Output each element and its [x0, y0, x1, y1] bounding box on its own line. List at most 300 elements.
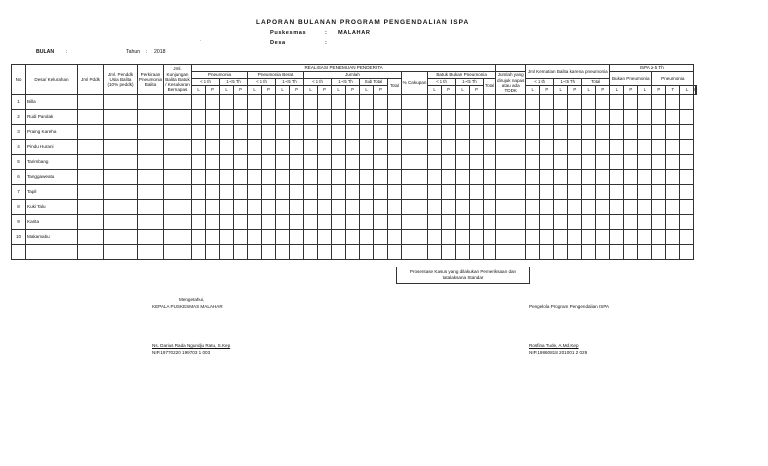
tahun-label: Tahun	[126, 49, 141, 55]
table-cell	[596, 200, 610, 215]
sex-l: L	[456, 86, 470, 95]
table-cell	[290, 215, 304, 230]
table-cell	[638, 200, 652, 215]
table-cell	[652, 230, 666, 245]
table-cell	[666, 125, 680, 140]
table-cell	[442, 95, 456, 110]
table-cell	[680, 125, 694, 140]
table-cell	[526, 245, 540, 260]
table-cell	[290, 200, 304, 215]
desa-sep: :	[325, 40, 328, 46]
table-cell	[582, 245, 596, 260]
table-cell	[346, 215, 360, 230]
table-cell	[206, 95, 220, 110]
table-cell	[248, 155, 262, 170]
table-cell	[666, 155, 680, 170]
table-cell	[442, 155, 456, 170]
table-row	[12, 185, 697, 200]
table-row	[12, 95, 697, 110]
table-cell	[360, 110, 374, 125]
row-desa: Rudi Pandak	[26, 110, 78, 125]
table-cell	[666, 170, 680, 185]
table-cell	[456, 155, 470, 170]
table-cell	[234, 185, 248, 200]
table-cell	[680, 245, 694, 260]
table-cell	[206, 170, 220, 185]
table-cell	[304, 95, 318, 110]
table-cell	[104, 140, 138, 155]
table-cell	[262, 170, 276, 185]
table-cell	[442, 170, 456, 185]
table-cell	[360, 230, 374, 245]
sex-l: L	[582, 86, 596, 95]
table-cell	[496, 95, 526, 110]
table-cell	[104, 200, 138, 215]
table-cell	[234, 125, 248, 140]
age-lt1: < 1 th	[526, 79, 554, 86]
sign-left-name: Ns. Darius Rada Ngundju Ratu, S.Kep	[152, 343, 231, 348]
table-cell	[332, 125, 346, 140]
table-cell	[610, 110, 624, 125]
table-cell	[596, 215, 610, 230]
table-cell	[624, 230, 638, 245]
table-cell	[104, 110, 138, 125]
table-cell	[262, 155, 276, 170]
table-cell	[666, 215, 680, 230]
table-cell	[192, 125, 206, 140]
table-cell	[638, 185, 652, 200]
table-cell	[78, 245, 104, 260]
sign-left-nip: NIP.19770220 199703 1 003	[152, 350, 211, 355]
sex-l: L	[554, 86, 568, 95]
sign-left-title: KEPALA PUSKESMAS MALAHAR	[152, 304, 223, 309]
table-cell	[388, 200, 402, 215]
table-cell	[442, 110, 456, 125]
table-cell	[428, 110, 442, 125]
sub-jumlah-dirujuk: Jumlah yang dirujuk napas atau ada TDDK	[497, 72, 525, 94]
age-lt1: < 1 th	[192, 79, 220, 86]
table-cell	[526, 215, 540, 230]
table-cell	[428, 95, 442, 110]
table-cell	[276, 215, 290, 230]
sex-p: P	[596, 86, 610, 95]
table-cell	[374, 230, 388, 245]
bulan-sep: :	[66, 49, 68, 55]
table-cell	[596, 185, 610, 200]
total: Total	[484, 79, 496, 95]
group-realisasi: REALISASI PENEMUAN PENDERITA	[192, 65, 496, 72]
table-cell	[304, 215, 318, 230]
table-cell	[470, 170, 484, 185]
table-cell	[610, 245, 624, 260]
sign-right-name: Rosfina Tude, A.Md.Kep	[529, 343, 579, 348]
sex-l: L	[680, 86, 694, 95]
sub-pneumonia: Pneumonia	[192, 72, 248, 79]
sex-l: L	[610, 86, 624, 95]
table-cell	[248, 200, 262, 215]
col-jml-pddk: Jml Pddk	[78, 65, 104, 95]
table-cell	[428, 215, 442, 230]
table-cell	[192, 215, 206, 230]
table-cell	[456, 185, 470, 200]
table-cell	[610, 200, 624, 215]
table-cell	[374, 110, 388, 125]
table-cell	[428, 200, 442, 215]
table-cell	[262, 230, 276, 245]
puskesmas-sep: :	[325, 30, 328, 36]
table-cell	[652, 200, 666, 215]
table-cell	[164, 200, 192, 215]
row-no: 2	[12, 110, 26, 125]
table-cell	[554, 215, 568, 230]
table-cell	[276, 125, 290, 140]
table-cell	[638, 110, 652, 125]
sex-p: P	[568, 86, 582, 95]
table-cell	[262, 95, 276, 110]
table-cell	[304, 140, 318, 155]
table-cell	[318, 245, 332, 260]
sub-total: Sub Total	[360, 79, 388, 86]
sex-p: P	[290, 86, 304, 95]
table-cell	[104, 245, 138, 260]
sub-batuk: Batuk Bukan Pneumonia	[428, 72, 496, 79]
table-cell	[332, 155, 346, 170]
table-cell	[374, 170, 388, 185]
table-cell	[402, 245, 428, 260]
table-cell	[290, 185, 304, 200]
table-cell	[624, 125, 638, 140]
table-cell	[568, 230, 582, 245]
age-1-5: 1-<5 Th	[276, 79, 304, 86]
table-cell	[220, 125, 234, 140]
table-cell	[496, 230, 526, 245]
table-cell	[78, 110, 104, 125]
table-cell	[554, 140, 568, 155]
table-cell	[78, 170, 104, 185]
table-cell	[428, 185, 442, 200]
table-cell	[276, 170, 290, 185]
sub-pneumonia-ispa: Pneumonia	[652, 72, 694, 86]
age-lt1: < 1 th	[304, 79, 332, 86]
table-cell	[582, 140, 596, 155]
header-dot: .	[200, 37, 202, 42]
table-cell	[496, 170, 526, 185]
row-desa: Makamabu	[26, 230, 78, 245]
col-kunjungan: Jml. Kunjungan Balita Batuk / Kesukaran Bernapas	[164, 65, 192, 95]
row-desa: Pindu Hurani	[26, 140, 78, 155]
table-cell	[582, 125, 596, 140]
table-cell	[496, 215, 526, 230]
table-cell	[206, 200, 220, 215]
table-cell	[388, 245, 402, 260]
table-cell	[624, 185, 638, 200]
table-cell	[624, 140, 638, 155]
table-cell	[624, 245, 638, 260]
table-cell	[276, 185, 290, 200]
table-cell	[638, 140, 652, 155]
table-cell	[388, 140, 402, 155]
table-cell	[164, 245, 192, 260]
table-cell	[318, 185, 332, 200]
table-cell	[402, 110, 428, 125]
sign-left-intro: Mengetahui,	[179, 297, 205, 302]
table-cell	[304, 200, 318, 215]
table-cell	[388, 215, 402, 230]
table-cell	[540, 155, 554, 170]
table-cell	[304, 155, 318, 170]
table-cell	[234, 140, 248, 155]
table-cell	[554, 185, 568, 200]
age-1-5: 1-<5 Th	[332, 79, 360, 86]
table-cell	[318, 215, 332, 230]
table-cell	[568, 155, 582, 170]
sex-l: L	[220, 86, 234, 95]
table-cell	[332, 185, 346, 200]
table-cell	[360, 125, 374, 140]
table-cell	[680, 155, 694, 170]
table-cell	[220, 110, 234, 125]
table-cell	[234, 200, 248, 215]
table-cell	[234, 215, 248, 230]
table-cell	[596, 95, 610, 110]
table-cell	[540, 125, 554, 140]
table-cell	[652, 95, 666, 110]
table-cell	[402, 185, 428, 200]
table-cell	[470, 200, 484, 215]
table-cell	[138, 155, 164, 170]
table-cell	[138, 125, 164, 140]
table-cell	[248, 140, 262, 155]
table-cell	[638, 170, 652, 185]
table-cell	[374, 125, 388, 140]
table-cell	[666, 95, 680, 110]
table-cell	[192, 140, 206, 155]
table-cell	[496, 155, 526, 170]
table-cell	[456, 230, 470, 245]
table-cell	[388, 125, 402, 140]
table-cell	[26, 245, 78, 260]
table-row	[12, 155, 697, 170]
table-cell	[346, 185, 360, 200]
table-cell	[360, 170, 374, 185]
table-cell	[220, 200, 234, 215]
row-no: 1	[12, 95, 26, 110]
table-cell	[138, 170, 164, 185]
table-cell	[192, 110, 206, 125]
table-cell	[318, 200, 332, 215]
table-cell	[554, 170, 568, 185]
table-cell	[568, 110, 582, 125]
col-perkiraan: Perkiraan Pneumonia Balita	[138, 65, 164, 95]
table-cell	[638, 125, 652, 140]
table-cell	[666, 200, 680, 215]
table-cell	[456, 215, 470, 230]
table-cell	[652, 245, 666, 260]
table-cell	[360, 155, 374, 170]
total: Total	[582, 79, 610, 86]
table-cell	[596, 170, 610, 185]
table-cell	[346, 95, 360, 110]
table-cell	[262, 215, 276, 230]
table-cell	[138, 200, 164, 215]
table-cell	[652, 155, 666, 170]
table-cell	[666, 110, 680, 125]
table-cell	[104, 155, 138, 170]
table-cell	[290, 125, 304, 140]
table-cell	[138, 110, 164, 125]
sex-p: P	[540, 86, 554, 95]
table-cell	[248, 230, 262, 245]
table-cell	[680, 215, 694, 230]
table-cell	[596, 230, 610, 245]
table-cell	[276, 95, 290, 110]
sex-l: L	[192, 86, 206, 95]
row-desa: Tarimbang	[26, 155, 78, 170]
table-cell	[638, 215, 652, 230]
age-1-5: 1-<5 Th	[456, 79, 484, 86]
table-cell	[638, 155, 652, 170]
sex-t	[695, 86, 696, 95]
sub-jumlah: Jumlah	[304, 72, 402, 79]
table-cell	[138, 95, 164, 110]
row-desa: Karita	[26, 215, 78, 230]
row-no: 9	[12, 215, 26, 230]
sex-t: T	[666, 86, 680, 95]
table-cell	[526, 110, 540, 125]
table-cell	[470, 125, 484, 140]
age-1-5: 1-<5 Th	[554, 79, 582, 86]
table-cell	[624, 215, 638, 230]
table-cell	[610, 125, 624, 140]
table-cell	[470, 245, 484, 260]
table-cell	[360, 200, 374, 215]
table-cell	[220, 155, 234, 170]
table-cell	[206, 125, 220, 140]
sex-l: L	[428, 86, 442, 95]
table-cell	[138, 230, 164, 245]
table-cell	[402, 125, 428, 140]
table-cell	[304, 110, 318, 125]
table-cell	[610, 155, 624, 170]
table-cell	[78, 125, 104, 140]
sex-l: L	[332, 86, 346, 95]
table-cell	[234, 245, 248, 260]
bulan-label: BULAN	[36, 49, 55, 55]
tahun-sep: :	[146, 49, 148, 55]
table-cell	[638, 245, 652, 260]
table-cell	[496, 125, 526, 140]
table-cell	[304, 230, 318, 245]
table-cell	[262, 125, 276, 140]
table-cell	[540, 140, 554, 155]
table-cell	[290, 140, 304, 155]
table-cell	[220, 215, 234, 230]
sign-right-nip: NIP.19860818 201001 2 029	[529, 350, 588, 355]
table-cell	[554, 95, 568, 110]
table-cell	[442, 125, 456, 140]
table-cell	[610, 95, 624, 110]
table-cell	[470, 155, 484, 170]
sex-p: P	[470, 86, 484, 95]
table-cell	[248, 170, 262, 185]
table-cell	[484, 95, 496, 110]
table-cell	[526, 125, 540, 140]
table-cell	[540, 110, 554, 125]
table-cell	[234, 230, 248, 245]
table-cell	[332, 230, 346, 245]
table-cell	[540, 215, 554, 230]
puskesmas-value: MALAHAR	[338, 30, 371, 36]
row-desa: Tapil	[26, 185, 78, 200]
age-lt1: < 1 th	[428, 79, 456, 86]
table-cell	[428, 245, 442, 260]
table-cell	[318, 95, 332, 110]
table-cell	[104, 95, 138, 110]
row-no: 4	[12, 140, 26, 155]
total: Total	[388, 79, 402, 95]
table-cell	[304, 245, 318, 260]
table-cell	[568, 125, 582, 140]
table-cell	[332, 215, 346, 230]
table-cell	[442, 185, 456, 200]
table-cell	[484, 170, 496, 185]
table-cell	[484, 110, 496, 125]
table-cell	[104, 170, 138, 185]
table-cell	[262, 245, 276, 260]
table-cell	[318, 170, 332, 185]
table-cell	[388, 110, 402, 125]
table-cell	[304, 185, 318, 200]
table-cell	[680, 185, 694, 200]
table-cell	[484, 230, 496, 245]
table-cell	[138, 185, 164, 200]
table-cell	[346, 155, 360, 170]
table-cell	[220, 245, 234, 260]
table-cell	[192, 200, 206, 215]
table-cell	[484, 140, 496, 155]
table-cell	[496, 245, 526, 260]
table-row-blank	[12, 245, 697, 260]
table-cell	[540, 245, 554, 260]
age-1-5: 1-<5 Th	[220, 79, 248, 86]
table-cell	[262, 200, 276, 215]
table-cell	[192, 230, 206, 245]
table-row	[12, 200, 697, 215]
table-cell	[374, 245, 388, 260]
table-cell	[596, 125, 610, 140]
table-cell	[262, 185, 276, 200]
table-cell	[248, 110, 262, 125]
table-cell	[624, 95, 638, 110]
table-cell	[456, 200, 470, 215]
table-cell	[318, 125, 332, 140]
row-no: 3	[12, 125, 26, 140]
sex-p: P	[234, 86, 248, 95]
table-row	[12, 215, 697, 230]
col-no: No	[12, 65, 26, 95]
sub-persen: % Cakupan	[402, 72, 428, 95]
table-cell	[496, 140, 526, 155]
table-cell	[318, 155, 332, 170]
row-desa: Praing Kareha	[26, 125, 78, 140]
table-cell	[332, 245, 346, 260]
footnote-text: Prosentase Kasus yang dilakukan Pemeriksaan dan tatalaksana Standar	[409, 269, 517, 280]
table-row	[12, 125, 697, 140]
table-cell	[164, 125, 192, 140]
table-cell	[496, 185, 526, 200]
table-cell	[456, 140, 470, 155]
table-cell	[456, 110, 470, 125]
